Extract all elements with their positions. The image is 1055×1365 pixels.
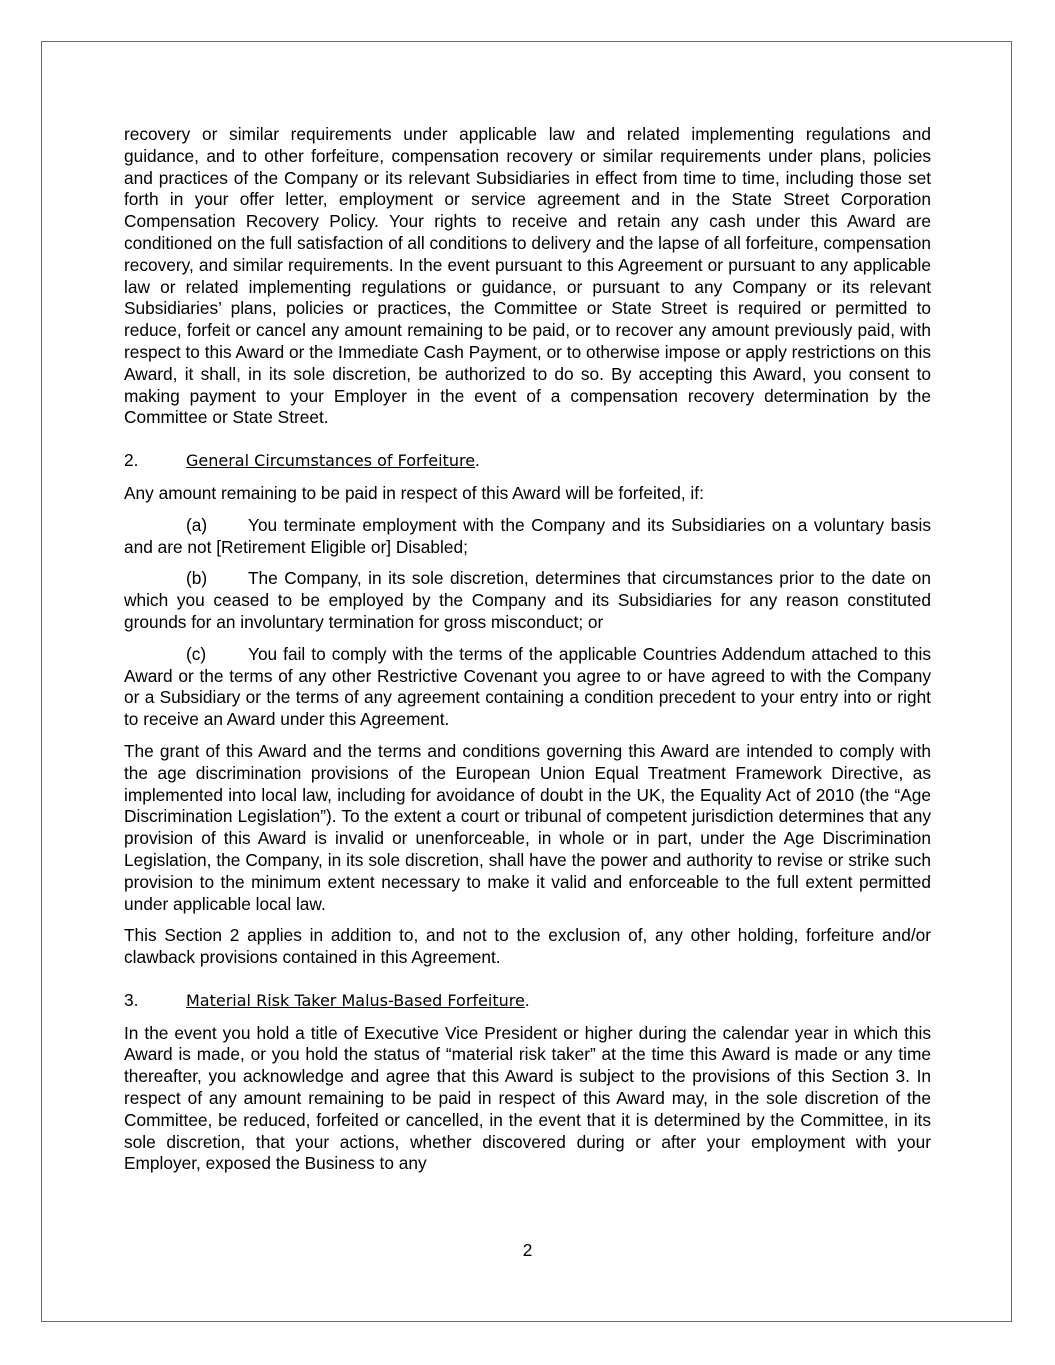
item-c-label: (c)	[186, 643, 207, 664]
item-a-text: You terminate employment with the Company and its Subsidiaries on a voluntary basis and are not [Retirement Eligible or] Disabled;	[124, 514, 931, 557]
section-2-heading	[124, 450, 931, 472]
section-2-intro: Any amount remaining to be paid in respect of this Award will be forfeited, if:	[124, 482, 704, 503]
section-2-title-suffix: .	[475, 450, 480, 471]
section-2-title-wrap	[186, 450, 480, 472]
continued-paragraph: recovery or similar requirements under applicable law and related implementing regulations and guidance, and to other forfeiture, compensation recovery or similar requirements under plans, policies and practices of the Company or its relevant Subsidiaries in effect from time to time, including those set forth in your offer letter, employment or service agreement and in the State Street Corporation Compensation Recovery Policy. Your rights to receive and retain any cash under this Award are conditioned on the full satisfaction of all conditions to delivery and the lapse of all forfeiture, compensation recovery, and similar requirements. In the event pursuant to this Agreement or pursuant to any applicable law or related implementing regulations or guidance, or pursuant to any Company or its relevant Subsidiaries’ plans, policies or practices, the Committee or State Street is required or permitted to reduce, forfeit or cancel any amount remaining to be paid, or to recover any amount previously paid, with respect to this Award or the Immediate Cash Payment, or to otherwise impose or apply restrictions on this Award, it shall, in its sole discretion, be authorized to do so. By accepting this Award, you consent to making payment to your Employer in the event of a compensation recovery determination by the Committee or State Street.	[124, 124, 931, 428]
section-3-title-wrap	[186, 990, 530, 1012]
section-2-item-c	[124, 644, 931, 731]
section-2-number: 2.	[124, 450, 139, 471]
section-3-heading	[124, 990, 931, 1012]
item-c-text: You fail to comply with the terms of the applicable Countries Addendum attached to this Award or the terms of any other Restrictive Covenant you agree to or have agreed to with the Company or a Subsidiary or the terms of any agreement containing a condition precedent to your entry into or right to receive an Award under this Agreement.	[124, 643, 931, 730]
item-a-label: (a)	[186, 514, 208, 535]
section-2-item-b	[124, 568, 931, 633]
section-3-title: Material Risk Taker Malus-Based Forfeiture	[186, 990, 525, 1010]
section-2-item-a	[124, 515, 931, 559]
section-3-title-suffix: .	[524, 989, 530, 1010]
section-2-age-paragraph: The grant of this Award and the terms and conditions governing this Award are intended to comply with the age discrimination provisions of the European Union Equal Treatment Framework Directive, as implemented into local law, including for avoidance of doubt in the UK, the Equality Act of 2010 (the “Age Discrimination Legislation”). To the extent a court or tribunal of competent jurisdiction determines that any provision of this Award is invalid or unenforceable, in whole or in part, under the Age Discrimination Legislation, the Company, in its sole discretion, shall have the power and authority to revise or strike such provision to the minimum extent necessary to make it valid and enforceable to the full extent permitted under applicable local law.	[124, 740, 931, 914]
page-number: 2	[522, 1240, 533, 1260]
section-2-applies-paragraph: This Section 2 applies in addition to, and not to the exclusion of, any other holding, forfeiture and/or clawback provisions contained in this Agreement.	[124, 925, 931, 968]
section-3-paragraph: In the event you hold a title of Executive Vice President or higher during the calendar year in which this Award is made, or you hold the status of “material risk taker” at the time this Award is made or any time thereafter, you acknowledge and agree that this Award is subject to the provisions of this Section 3. In respect of any amount remaining to be paid in respect of this Award may, in the sole discretion of the Committee, be reduced, forfeited or cancelled, in the event that it is determined by the Committee, in its sole discretion, that your actions, whether discovered during or after your employment with your Employer, exposed the Business to any	[124, 1022, 931, 1174]
item-b-text: The Company, in its sole discretion, determines that circumstances prior to the date on which you ceased to be employed by the Company and its Subsidiaries for any reason constituted grounds for an involuntary termination for gross misconduct; or	[124, 568, 931, 632]
document-body	[124, 124, 931, 1175]
section-3-number: 3.	[124, 989, 139, 1010]
section-2-title: General Circumstances of Forfeiture	[186, 451, 476, 471]
item-b-label: (b)	[186, 568, 208, 589]
